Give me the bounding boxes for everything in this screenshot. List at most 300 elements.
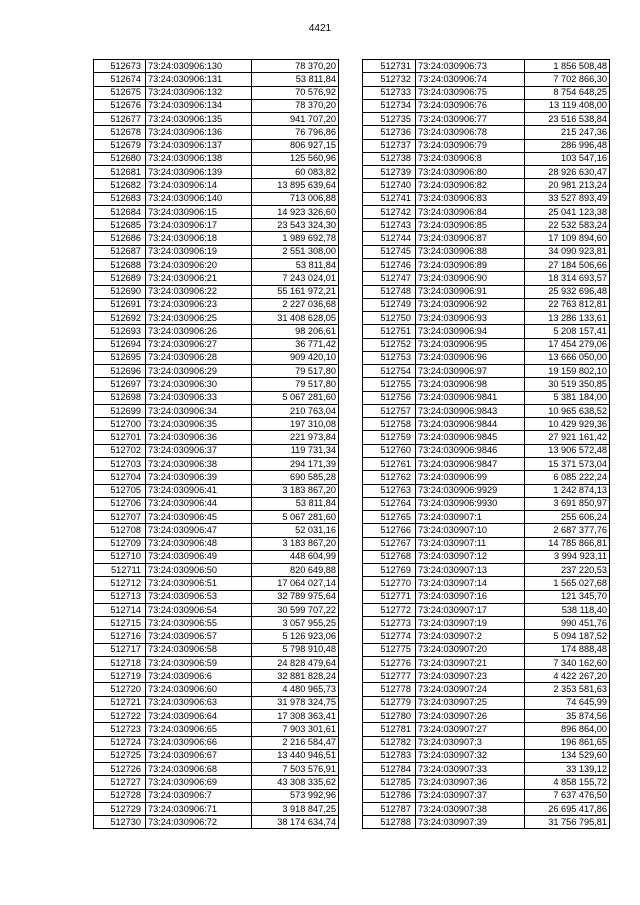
value-cell: 909 420,10 <box>252 351 339 364</box>
cadastral-number-cell: 73:24:030907:23 <box>416 670 525 683</box>
table-row <box>94 431 339 444</box>
cadastral-number-cell: 73:24:030906:130 <box>146 60 252 73</box>
right-table-body <box>363 60 610 829</box>
cadastral-number-cell: 73:24:030907:1 <box>416 511 525 524</box>
value-cell: 15 371 573,04 <box>525 457 610 470</box>
record-number-cell: 512746 <box>363 258 416 271</box>
cadastral-number-cell: 73:24:030906:25 <box>146 312 252 325</box>
table-row <box>363 312 610 325</box>
record-number-cell: 512737 <box>363 139 416 152</box>
record-number-cell: 512732 <box>363 73 416 86</box>
cadastral-number-cell: 73:24:030906:135 <box>146 113 252 126</box>
record-number-cell: 512720 <box>94 683 146 696</box>
left-data-table <box>93 59 339 829</box>
cadastral-number-cell: 73:24:030906:14 <box>146 179 252 192</box>
cadastral-number-cell: 73:24:030907:32 <box>416 749 525 762</box>
table-row <box>363 245 610 258</box>
record-number-cell: 512748 <box>363 285 416 298</box>
table-row <box>94 378 339 391</box>
record-number-cell: 512762 <box>363 471 416 484</box>
value-cell: 27 184 506,66 <box>525 258 610 271</box>
record-number-cell: 512710 <box>94 550 146 563</box>
table-row <box>94 179 339 192</box>
cadastral-number-cell: 73:24:030906:72 <box>146 816 252 829</box>
cadastral-number-cell: 73:24:030906:77 <box>416 113 525 126</box>
record-number-cell: 512701 <box>94 431 146 444</box>
record-number-cell: 512733 <box>363 86 416 99</box>
value-cell: 5 067 281,60 <box>252 511 339 524</box>
cadastral-number-cell: 73:24:030906:41 <box>146 484 252 497</box>
cadastral-number-cell: 73:24:030906:17 <box>146 219 252 232</box>
value-cell: 23 543 324,30 <box>252 219 339 232</box>
value-cell: 5 094 187,52 <box>525 630 610 643</box>
cadastral-number-cell: 73:24:030907:27 <box>416 723 525 736</box>
table-row <box>94 312 339 325</box>
record-number-cell: 512717 <box>94 643 146 656</box>
cadastral-number-cell: 73:24:030906:92 <box>416 298 525 311</box>
cadastral-number-cell: 73:24:030907:36 <box>416 776 525 789</box>
cadastral-number-cell: 73:24:030907:37 <box>416 789 525 802</box>
table-row <box>363 577 610 590</box>
cadastral-number-cell: 73:24:030907:39 <box>416 816 525 829</box>
cadastral-number-cell: 73:24:030906:85 <box>416 219 525 232</box>
value-cell: 210 763,04 <box>252 404 339 417</box>
table-row <box>94 391 339 404</box>
value-cell: 7 903 301,61 <box>252 723 339 736</box>
record-number-cell: 512766 <box>363 524 416 537</box>
value-cell: 2 216 584,47 <box>252 736 339 749</box>
record-number-cell: 512694 <box>94 338 146 351</box>
cadastral-number-cell: 73:24:030906:54 <box>146 603 252 616</box>
cadastral-number-cell: 73:24:030906:80 <box>416 166 525 179</box>
table-row <box>363 710 610 723</box>
cadastral-number-cell: 73:24:030906:95 <box>416 338 525 351</box>
table-row <box>94 550 339 563</box>
cadastral-number-cell: 73:24:030906:34 <box>146 404 252 417</box>
record-number-cell: 512767 <box>363 537 416 550</box>
right-data-table <box>362 59 610 829</box>
table-row <box>363 670 610 683</box>
record-number-cell: 512693 <box>94 325 146 338</box>
table-row <box>94 86 339 99</box>
table-row <box>94 444 339 457</box>
cadastral-number-cell: 73:24:030907:11 <box>416 537 525 550</box>
cadastral-number-cell: 73:24:030906:35 <box>146 418 252 431</box>
cadastral-number-cell: 73:24:030906:36 <box>146 431 252 444</box>
cadastral-number-cell: 73:24:030906:64 <box>146 710 252 723</box>
cadastral-number-cell: 73:24:030906:20 <box>146 258 252 271</box>
table-row <box>363 192 610 205</box>
table-row <box>363 643 610 656</box>
value-cell: 7 702 866,30 <box>525 73 610 86</box>
record-number-cell: 512780 <box>363 710 416 723</box>
value-cell: 990 451,76 <box>525 617 610 630</box>
record-number-cell: 512751 <box>363 325 416 338</box>
value-cell: 25 041 123,38 <box>525 205 610 218</box>
value-cell: 7 340 162,60 <box>525 656 610 669</box>
table-row <box>363 776 610 789</box>
table-row <box>94 205 339 218</box>
record-number-cell: 512729 <box>94 802 146 815</box>
record-number-cell: 512685 <box>94 219 146 232</box>
cadastral-number-cell: 73:24:030906:39 <box>146 471 252 484</box>
record-number-cell: 512679 <box>94 139 146 152</box>
value-cell: 286 996,48 <box>525 139 610 152</box>
value-cell: 1 242 874,13 <box>525 484 610 497</box>
cadastral-number-cell: 73:24:030906:63 <box>146 696 252 709</box>
value-cell: 215 247,36 <box>525 126 610 139</box>
table-row <box>94 404 339 417</box>
cadastral-number-cell: 73:24:030906:140 <box>146 192 252 205</box>
record-number-cell: 512705 <box>94 484 146 497</box>
cadastral-number-cell: 73:24:030906:93 <box>416 312 525 325</box>
table-row <box>94 590 339 603</box>
value-cell: 5 798 910,48 <box>252 643 339 656</box>
record-number-cell: 512692 <box>94 312 146 325</box>
value-cell: 14 785 866,81 <box>525 537 610 550</box>
table-row <box>94 484 339 497</box>
record-number-cell: 512689 <box>94 272 146 285</box>
record-number-cell: 512768 <box>363 550 416 563</box>
record-number-cell: 512683 <box>94 192 146 205</box>
record-number-cell: 512704 <box>94 471 146 484</box>
cadastral-number-cell: 73:24:030907:12 <box>416 550 525 563</box>
cadastral-number-cell: 73:24:030906:9841 <box>416 391 525 404</box>
record-number-cell: 512714 <box>94 603 146 616</box>
cadastral-number-cell: 73:24:030906:73 <box>416 60 525 73</box>
cadastral-number-cell: 73:24:030906:65 <box>146 723 252 736</box>
table-row <box>94 710 339 723</box>
value-cell: 31 756 795,81 <box>525 816 610 829</box>
value-cell: 23 516 538,84 <box>525 113 610 126</box>
cadastral-number-cell: 73:24:030906:45 <box>146 511 252 524</box>
table-row <box>94 192 339 205</box>
value-cell: 4 422 267,20 <box>525 670 610 683</box>
value-cell: 28 926 630,47 <box>525 166 610 179</box>
cadastral-number-cell: 73:24:030906:131 <box>146 73 252 86</box>
record-number-cell: 512739 <box>363 166 416 179</box>
table-row <box>363 126 610 139</box>
value-cell: 17 454 279,06 <box>525 338 610 351</box>
value-cell: 820 649,88 <box>252 564 339 577</box>
cadastral-number-cell: 73:24:030906:30 <box>146 378 252 391</box>
cadastral-number-cell: 73:24:030906:27 <box>146 338 252 351</box>
value-cell: 43 308 335,62 <box>252 776 339 789</box>
cadastral-number-cell: 73:24:030906:9843 <box>416 404 525 417</box>
record-number-cell: 512716 <box>94 630 146 643</box>
table-row <box>363 99 610 112</box>
cadastral-number-cell: 73:24:030906:69 <box>146 776 252 789</box>
record-number-cell: 512763 <box>363 484 416 497</box>
record-number-cell: 512673 <box>94 60 146 73</box>
value-cell: 13 666 050,00 <box>525 351 610 364</box>
value-cell: 13 906 572,48 <box>525 444 610 457</box>
table-row <box>94 338 339 351</box>
cadastral-number-cell: 73:24:030906:18 <box>146 232 252 245</box>
cadastral-number-cell: 73:24:030906:19 <box>146 245 252 258</box>
table-row <box>363 60 610 73</box>
value-cell: 76 796,86 <box>252 126 339 139</box>
table-row <box>94 736 339 749</box>
table-row <box>363 298 610 311</box>
record-number-cell: 512684 <box>94 205 146 218</box>
table-row <box>94 564 339 577</box>
table-row <box>94 497 339 510</box>
table-row <box>363 749 610 762</box>
value-cell: 25 932 696,48 <box>525 285 610 298</box>
value-cell: 18 314 693,57 <box>525 272 610 285</box>
record-number-cell: 512744 <box>363 232 416 245</box>
table-row <box>363 537 610 550</box>
record-number-cell: 512736 <box>363 126 416 139</box>
table-row <box>363 802 610 815</box>
table-row <box>363 630 610 643</box>
table-row <box>363 457 610 470</box>
record-number-cell: 512688 <box>94 258 146 271</box>
value-cell: 2 353 581,63 <box>525 683 610 696</box>
value-cell: 125 560,96 <box>252 152 339 165</box>
cadastral-number-cell: 73:24:030907:20 <box>416 643 525 656</box>
table-row <box>363 113 610 126</box>
record-number-cell: 512756 <box>363 391 416 404</box>
table-row <box>94 723 339 736</box>
record-number-cell: 512678 <box>94 126 146 139</box>
cadastral-number-cell: 73:24:030906:9929 <box>416 484 525 497</box>
table-row <box>363 378 610 391</box>
value-cell: 4 480 965,73 <box>252 683 339 696</box>
cadastral-number-cell: 73:24:030906:57 <box>146 630 252 643</box>
cadastral-number-cell: 73:24:030906:33 <box>146 391 252 404</box>
record-number-cell: 512713 <box>94 590 146 603</box>
value-cell: 78 370,20 <box>252 99 339 112</box>
value-cell: 197 310,08 <box>252 418 339 431</box>
table-row <box>363 86 610 99</box>
value-cell: 5 208 157,41 <box>525 325 610 338</box>
record-number-cell: 512700 <box>94 418 146 431</box>
cadastral-number-cell: 73:24:030906:136 <box>146 126 252 139</box>
value-cell: 121 345,70 <box>525 590 610 603</box>
cadastral-number-cell: 73:24:030906:139 <box>146 166 252 179</box>
value-cell: 255 606,24 <box>525 511 610 524</box>
record-number-cell: 512745 <box>363 245 416 258</box>
cadastral-number-cell: 73:24:030906:38 <box>146 457 252 470</box>
table-row <box>94 219 339 232</box>
value-cell: 33 527 893,49 <box>525 192 610 205</box>
record-number-cell: 512731 <box>363 60 416 73</box>
table-row <box>363 816 610 829</box>
value-cell: 13 286 133,61 <box>525 312 610 325</box>
table-row <box>363 285 610 298</box>
table-row <box>363 511 610 524</box>
table-row <box>94 298 339 311</box>
cadastral-number-cell: 73:24:030906:6 <box>146 670 252 683</box>
table-row <box>363 258 610 271</box>
record-number-cell: 512728 <box>94 789 146 802</box>
cadastral-number-cell: 73:24:030906:98 <box>416 378 525 391</box>
value-cell: 34 090 923,81 <box>525 245 610 258</box>
value-cell: 79 517,80 <box>252 365 339 378</box>
record-number-cell: 512747 <box>363 272 416 285</box>
record-number-cell: 512715 <box>94 617 146 630</box>
cadastral-number-cell: 73:24:030907:13 <box>416 564 525 577</box>
value-cell: 7 637 476,50 <box>525 789 610 802</box>
value-cell: 1 565 027,68 <box>525 577 610 590</box>
table-row <box>363 325 610 338</box>
record-number-cell: 512755 <box>363 378 416 391</box>
table-row <box>363 166 610 179</box>
table-row <box>94 418 339 431</box>
cadastral-number-cell: 73:24:030906:23 <box>146 298 252 311</box>
value-cell: 74 645,99 <box>525 696 610 709</box>
cadastral-number-cell: 73:24:030906:60 <box>146 683 252 696</box>
table-row <box>363 152 610 165</box>
record-number-cell: 512681 <box>94 166 146 179</box>
cadastral-number-cell: 73:24:030906:21 <box>146 272 252 285</box>
value-cell: 237 220,53 <box>525 564 610 577</box>
table-row <box>363 564 610 577</box>
record-number-cell: 512772 <box>363 603 416 616</box>
record-number-cell: 512757 <box>363 404 416 417</box>
value-cell: 7 503 576,91 <box>252 763 339 776</box>
cadastral-number-cell: 73:24:030906:76 <box>416 99 525 112</box>
cadastral-number-cell: 73:24:030906:78 <box>416 126 525 139</box>
cadastral-number-cell: 73:24:030906:67 <box>146 749 252 762</box>
cadastral-number-cell: 73:24:030906:48 <box>146 537 252 550</box>
record-number-cell: 512724 <box>94 736 146 749</box>
table-row <box>363 550 610 563</box>
value-cell: 10 429 929,36 <box>525 418 610 431</box>
table-row <box>363 789 610 802</box>
page-number: 4421 <box>308 23 332 34</box>
record-number-cell: 512690 <box>94 285 146 298</box>
cadastral-number-cell: 73:24:030906:71 <box>146 802 252 815</box>
value-cell: 3 994 923,11 <box>525 550 610 563</box>
record-number-cell: 512775 <box>363 643 416 656</box>
record-number-cell: 512773 <box>363 617 416 630</box>
value-cell: 13 895 639,64 <box>252 179 339 192</box>
table-row <box>94 351 339 364</box>
record-number-cell: 512764 <box>363 497 416 510</box>
value-cell: 3 918 847,25 <box>252 802 339 815</box>
value-cell: 17 308 363,41 <box>252 710 339 723</box>
value-cell: 13 119 408,00 <box>525 99 610 112</box>
table-row <box>94 126 339 139</box>
cadastral-number-cell: 73:24:030906:96 <box>416 351 525 364</box>
cadastral-number-cell: 73:24:030906:44 <box>146 497 252 510</box>
record-number-cell: 512774 <box>363 630 416 643</box>
table-row <box>94 670 339 683</box>
value-cell: 17 064 027,14 <box>252 577 339 590</box>
table-row <box>94 60 339 73</box>
cadastral-number-cell: 73:24:030906:75 <box>416 86 525 99</box>
cadastral-number-cell: 73:24:030906:15 <box>146 205 252 218</box>
record-number-cell: 512697 <box>94 378 146 391</box>
table-row <box>363 763 610 776</box>
value-cell: 294 171,39 <box>252 457 339 470</box>
record-number-cell: 512761 <box>363 457 416 470</box>
cadastral-number-cell: 73:24:030906:88 <box>416 245 525 258</box>
cadastral-number-cell: 73:24:030907:38 <box>416 802 525 815</box>
record-number-cell: 512738 <box>363 152 416 165</box>
cadastral-number-cell: 73:24:030906:22 <box>146 285 252 298</box>
cadastral-number-cell: 73:24:030906:26 <box>146 325 252 338</box>
value-cell: 53 811,84 <box>252 497 339 510</box>
value-cell: 7 243 024,01 <box>252 272 339 285</box>
table-row <box>363 444 610 457</box>
cadastral-number-cell: 73:24:030906:74 <box>416 73 525 86</box>
cadastral-number-cell: 73:24:030906:37 <box>146 444 252 457</box>
cadastral-number-cell: 73:24:030906:132 <box>146 86 252 99</box>
value-cell: 573 992,96 <box>252 789 339 802</box>
table-row <box>363 431 610 444</box>
value-cell: 103 547,16 <box>525 152 610 165</box>
table-row <box>94 630 339 643</box>
value-cell: 70 576,92 <box>252 86 339 99</box>
record-number-cell: 512696 <box>94 365 146 378</box>
cadastral-number-cell: 73:24:030906:137 <box>146 139 252 152</box>
value-cell: 1 989 692,78 <box>252 232 339 245</box>
record-number-cell: 512758 <box>363 418 416 431</box>
table-row <box>94 603 339 616</box>
table-row <box>363 524 610 537</box>
cadastral-number-cell: 73:24:030906:28 <box>146 351 252 364</box>
cadastral-number-cell: 73:24:030906:58 <box>146 643 252 656</box>
record-number-cell: 512759 <box>363 431 416 444</box>
value-cell: 78 370,20 <box>252 60 339 73</box>
cadastral-number-cell: 73:24:030906:66 <box>146 736 252 749</box>
record-number-cell: 512698 <box>94 391 146 404</box>
cadastral-number-cell: 73:24:030906:55 <box>146 617 252 630</box>
table-row <box>363 73 610 86</box>
record-number-cell: 512741 <box>363 192 416 205</box>
cadastral-number-cell: 73:24:030906:84 <box>416 205 525 218</box>
table-row <box>363 603 610 616</box>
table-row <box>94 139 339 152</box>
table-row <box>363 205 610 218</box>
cadastral-number-cell: 73:24:030906:99 <box>416 471 525 484</box>
value-cell: 32 881 828,24 <box>252 670 339 683</box>
table-row <box>94 325 339 338</box>
table-row <box>94 166 339 179</box>
cadastral-number-cell: 73:24:030906:51 <box>146 577 252 590</box>
table-row <box>94 285 339 298</box>
value-cell: 17 109 894,60 <box>525 232 610 245</box>
value-cell: 22 763 812,81 <box>525 298 610 311</box>
record-number-cell: 512783 <box>363 749 416 762</box>
record-number-cell: 512743 <box>363 219 416 232</box>
record-number-cell: 512718 <box>94 656 146 669</box>
value-cell: 3 691 850,97 <box>525 497 610 510</box>
cadastral-number-cell: 73:24:030906:83 <box>416 192 525 205</box>
value-cell: 32 789 975,64 <box>252 590 339 603</box>
record-number-cell: 512777 <box>363 670 416 683</box>
table-row <box>94 113 339 126</box>
cadastral-number-cell: 73:24:030906:59 <box>146 656 252 669</box>
value-cell: 2 227 036,68 <box>252 298 339 311</box>
table-row <box>94 749 339 762</box>
value-cell: 60 083,82 <box>252 166 339 179</box>
record-number-cell: 512711 <box>94 564 146 577</box>
cadastral-number-cell: 73:24:030906:8 <box>416 152 525 165</box>
record-number-cell: 512781 <box>363 723 416 736</box>
record-number-cell: 512730 <box>94 816 146 829</box>
value-cell: 30 519 350,85 <box>525 378 610 391</box>
cadastral-number-cell: 73:24:030907:2 <box>416 630 525 643</box>
cadastral-number-cell: 73:24:030907:21 <box>416 656 525 669</box>
record-number-cell: 512740 <box>363 179 416 192</box>
table-row <box>94 232 339 245</box>
table-row <box>94 643 339 656</box>
